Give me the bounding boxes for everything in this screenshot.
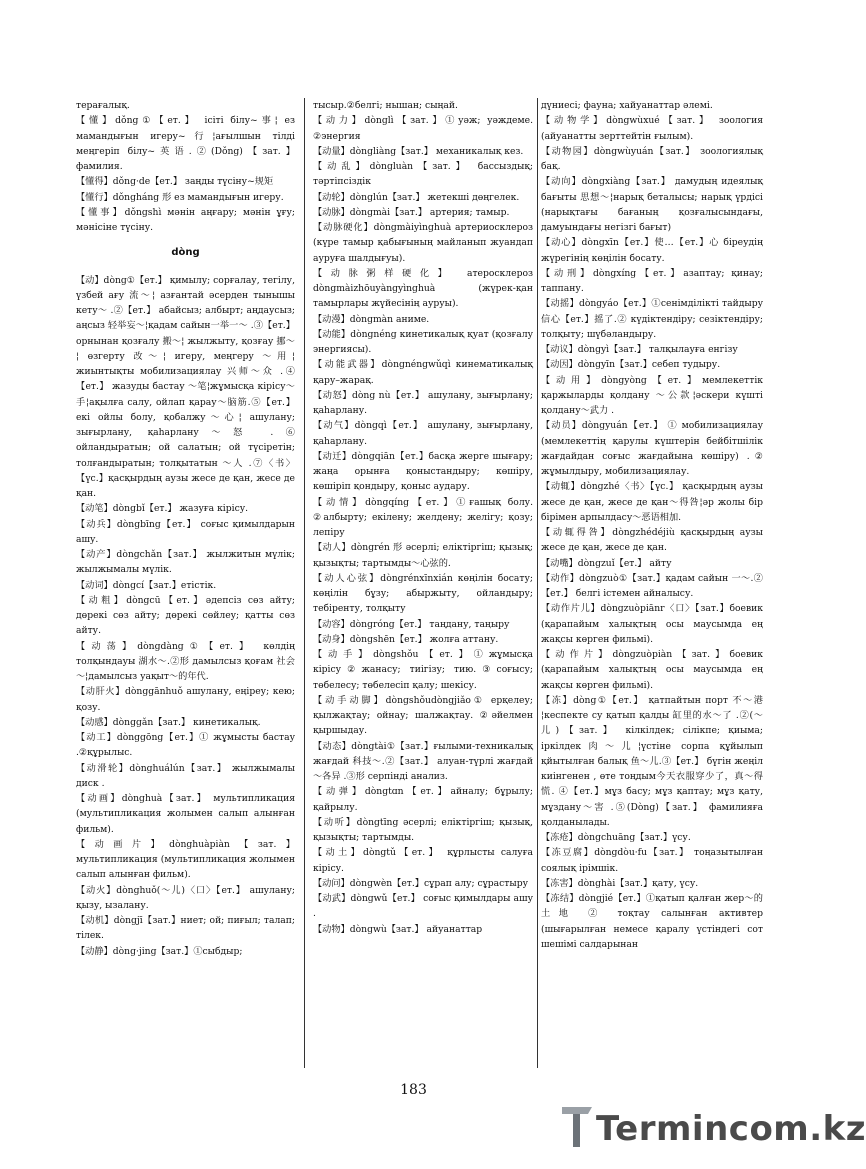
dictionary-entry: 【懂】dǒng①【ет.】 ісіті білу~事¦ ез мамандығын игеру~行¦ағылшын тілді меңгеріп білу~英语.②(Dǒng)【зат.】 фамилия. xyxy=(76,115,295,172)
dictionary-entry: 【动议】dòngyì【зат.】 талқылауға енгізу xyxy=(541,344,738,355)
dictionary-entry: 【动词】dòngcí【зат.】етістік. xyxy=(76,579,217,591)
dictionary-column-1 xyxy=(76,98,295,1068)
section-heading: dòng xyxy=(171,247,200,259)
dictionary-column-3 xyxy=(541,98,763,1068)
dictionary-entry: 【动感】dònggǎn【зат.】 кинетикалық. xyxy=(76,716,261,728)
termincom-logo xyxy=(560,1105,866,1153)
dictionary-entry: 【动员】dòngyuán【ет.】 ① мобилизациялау (мемлекеттің қарулы күштерін бейбітшілік жағдайдан соғыс жағдайына көшіру) .② жұмылдыру, мобилизациялау. xyxy=(541,420,763,477)
dictionary-entry: 【动机】dòngjī【зат.】ниет; ой; пиғыл; талап; тілек. xyxy=(76,915,295,942)
dictionary-entry: 【动容】dòngróng【ет.】 таңдану, таңыру xyxy=(313,618,510,630)
dictionary-entry: 【动工】dònggōng【ет.】① жұмысты бастау .②құрылыс. xyxy=(76,732,295,759)
dictionary-entry: 【动怒】dòng nù【ет.】 ашулану, зығырлану; қаһарлану. xyxy=(313,389,533,416)
dictionary-entry: 【动画片】dònghuàpiàn【зат.】 мультипликация (мультипликация жолымен салып алынған фильм). xyxy=(76,838,295,881)
dictionary-entry: 【动物】dòngwù【зат.】 айуанаттар xyxy=(313,923,483,935)
dictionary-entry: 【动因】dòngyīn【зат.】себеп тудыру. xyxy=(541,359,721,371)
logo-t-icon xyxy=(560,1105,594,1149)
dictionary-entry: 【动能武器】dòngnéngwǔqì кинематикалық қару–жарақ. xyxy=(313,359,533,386)
dictionary-entry: 【动轮】dònglún【зат.】 жетекші дөңгелек. xyxy=(313,191,520,203)
dictionary-entry: 【冻害】dònghài【зат.】қату, үсу. xyxy=(541,877,699,889)
dictionary-column-2 xyxy=(313,98,533,1068)
dictionary-entry: 【冻结】dòngjié【ет.】①қатып қалған жер～的土地 ② тоқтау салынған активтер (шығарылған немесе қаралу үстіндегі сот шешімі салдарынан xyxy=(541,893,763,950)
logo-text: Termincom.kz xyxy=(596,1109,866,1149)
dictionary-entry: 【动心】dòngxīn【ет.】使…【ет.】心 біреудің жүрегінің көңілін босату. xyxy=(541,237,763,264)
dictionary-entry: 【动力】dònglì【зат.】①уәж; уәждеме. ②энергия xyxy=(313,115,533,142)
dictionary-entry: 【动粗】dòngcū【ет.】әдепсіз сөз айту; дөрекі сөз айту; дөрекі сөйлеу; қатты сөз айту. xyxy=(76,594,295,637)
dictionary-entry: 【动武】dòngwǔ【ет.】 соғыс қимылдары ашу . xyxy=(313,893,533,920)
dictionary-entry: 【懂事】dǒngshì мәнін аңғару; мәнін ұғу; мәнісіне түсіну. xyxy=(76,206,295,233)
dictionary-entry: дүниесі; фауна; хайуанаттар әлемі. xyxy=(541,100,713,111)
dictionary-entry: 【动火】dònghuǒ(～儿)〈口〉【ет.】 ашулану; қызу, ызалану. xyxy=(76,884,295,911)
dictionary-entry: 【动】dòng①【ет.】 қимылу; сорғалау, тегілу, үзбей ағу 流～¦ азғантай әсерден тынышы кету～ .②【ет.】 абайсыз; албырт; аңдаусыз; аңсыз 轻举妄～¦қадам сайын一举一～ .③【ет.】 орнынан қозғалу 搬～¦ жылжыту, қозғау 挪～¦ өзгерту 改～¦ игеру, меңгеру ～用¦ жиынтықты мобилизациялау 兴师～众 .④【ет.】 жазуды бастау ～笔¦жұмысқа кірісу～手¦ақылға салу, ойлап қарау～脑筋.⑤【ет.】екі ойлы болу, қобалжу～心¦ ашулану; зығырлану, қаһарлану～怒 .⑥ ойландыратын; ой салатын; ой түсіретін; толғандыратын; толқытатын ～人 .⑦〈书〉【үс.】қасқырдың аузы жесе де қан, жесе де қан. xyxy=(76,274,295,499)
dictionary-entry: 【动作片】dòngzuòpiàn【зат.】боевик (қарапайым халықтың осы маусымда ең жақсы көрген фильмі). xyxy=(541,649,763,691)
dictionary-entry: 【冻疮】dòngchuāng【зат.】үсу. xyxy=(541,832,691,843)
dictionary-entry: 【动脉硬化】dòngmàiyìnghuà артериосклероз (күре тамыр қабығының майланып жуандап ауруға шалдығуы). xyxy=(313,222,533,264)
dictionary-entry: 【动向】dòngxiàng【зат.】 дамудың идеялық бағыты 思想～¦нарық беталысы; нарық үрдісі (нарықтағы бағаның қозғалысындағы, дамуындағы негізгі бағыт) xyxy=(541,176,763,233)
page-number: 183 xyxy=(400,1082,427,1098)
dictionary-entry: 【动物园】dòngwùyuán【зат.】 зоологиялық бақ. xyxy=(541,145,763,172)
dictionary-entry: 【动迁】dòngqiān【ет.】басқа жерге шығару; жаңа орынға қоныстандыру; көшіру, көшіріп қондыру, қоныс аудару. xyxy=(313,450,533,493)
dictionary-entry: 【动用】dòngyòng【ет.】мемлекеттік қаржыларды қолдану ～公款¦әскери күшті қолдану～武力 . xyxy=(541,374,763,416)
dictionary-entry: 【懂得】dǒng·de【ет.】 заңды түсіну~规矩 xyxy=(76,176,274,188)
dictionary-entry: 【动情】dòngqíng【ет.】①ғашық болу. ②албырту; екілену; желдену; желігу; қозу; лепіру xyxy=(313,496,533,538)
dictionary-entry: 【动手动脚】dòngshǒudòngjiǎo① ерқелеу; қылжақтау; ойнау; шалжақтау. ②әйелмен қыршыдау. xyxy=(313,694,533,737)
dictionary-entry: 【动荡】dòngdàng①【ет.】 көлдің толқындауы 湖水～.②形 дамылсыз қоғам 社会～¦дамылсыз уақыт～的年代. xyxy=(76,640,295,682)
column-divider xyxy=(304,98,305,1068)
dictionary-entry: 【动身】dòngshēn【ет.】 жолға аттану. xyxy=(313,633,499,645)
dictionary-entry: 【动手】dòngshǒu【ет.】①жұмысқа кірісу②жанасу; тиігізу; тию.③соғысу; төбелесу; төбелесіп қалу; шекісу. xyxy=(313,649,533,691)
dictionary-entry: 【动画】dònghuà【зат.】 мультипликация (мультипликация жолымен салып алынған фильм). xyxy=(76,793,295,835)
dictionary-entry: 【动人心弦】dòngrénxīnxián көңілін босату; көңілін бұзу; абыржыту, ойландыру; тебіренту, толқыту xyxy=(313,572,533,615)
dictionary-entry: 【动脉粥样硬化】 атеросклероз dòngmàizhōuyàngyìnghuà (жүрек-қан тамырлары жүйесінің ауруы). xyxy=(313,267,533,310)
dictionary-entry: 【冻】dòng①【ет.】 қатпайтын порт 不～港¦кеспекте су қатып қалды 缸里的水～了 .②(～儿)【зат.】 кілкілдек; сілікпе; қиыма; іркілдек肉～儿¦үстіне сорпа құйылып қйытылған балық 鱼～儿.③【ет.】 бүгін жеңіл киінгенен , өте тоңдым今天衣服穿少了，真～得慌. ④【ет.】мұз басу; мұз қаптау; мұз қату, мұздану～害 .⑤(Dòng)【зат.】 фамилияға қолданылады. xyxy=(541,694,763,828)
dictionary-entry: 【动态】dòngtài①【зат.】ғылыми-техникалық жағдай 科技～.②【зат.】 алуан-түрлі жағдай ～各异 .③形 серпінді анализ. xyxy=(313,740,533,782)
dictionary-entry: 【动听】dòngtīng әсерлі; еліктіргіш; қызық, қызықты; тартымды. xyxy=(313,816,533,843)
dictionary-entry: 【动辄】dòngzhé〈书〉【үс.】 қасқырдың аузы жесе де қан, жесе де қан～得咎¦әр жолы бір бірімен арпылдасу～恶语相加. xyxy=(541,481,763,523)
dictionary-entry: 【动人】dòngrén 形 әсерлі; еліктіргіш; қызық; қызықты; тартымды～心弦的. xyxy=(313,542,533,569)
dictionary-entry: тысыр.②белгі; нышан; сыңай. xyxy=(313,100,458,111)
dictionary-entry: 【动兵】dòngbīng【ет.】 соғыс қимылдарын ашу. xyxy=(76,518,295,545)
dictionary-entry: 【动弹】dòngtɑn【ет.】айналу; бұрылу; қайрылу. xyxy=(313,786,533,813)
dictionary-entry: 【动气】dòngqì【ет.】 ашулану, зығырлану, қаһарлану. xyxy=(313,420,533,447)
dictionary-entry: 【动肝火】dònggānhuǒ ашулану, еңіреу; кею; қозу. xyxy=(76,686,295,713)
dictionary-entry: 【动作】dòngzuò①【зат.】қадам сайын 一～.②【ет.】 белгі істемен айналысу. xyxy=(541,572,763,599)
dictionary-entry: терағалық. xyxy=(76,100,130,111)
dictionary-entry: 【动问】dòngwèn【ет.】сұрап алу; сұрастыру xyxy=(313,877,528,889)
dictionary-entry: 【懂行】dǒngháng 形 ез мамандығын игеру. xyxy=(76,191,284,203)
dictionary-entry: 【动摇】dòngyáo【ет.】①сенімділікті тайдыру 信心【ет.】摇了.② күдіктендіру; сезіктендіру; толқыту; шүбәландыру. xyxy=(541,298,763,340)
dictionary-entry: 【冻豆腐】dòngdòu·fu【зат.】 тоңазытылған соялық ірімшік. xyxy=(541,847,763,874)
dictionary-entry: 【动量】dòngliàng【зат.】 механикалық кез. xyxy=(313,145,524,157)
dictionary-entry: 【动辄得咎】dòngzhédéjiù қасқырдың аузы жесе де қан, жесе де қан. xyxy=(541,527,763,554)
dictionary-entry: 【动笔】dòngbǐ【ет.】 жазуға кірісу. xyxy=(76,503,249,515)
dictionary-entry: 【动乱】dòngluàn【зат.】 бассыздық; тәртіпсіздік xyxy=(313,161,533,188)
dictionary-entry: 【动静】dòng·jing【зат.】①сыбдыр; xyxy=(76,945,243,957)
dictionary-entry: 【动嘴】dòngzuǐ【ет.】 айту xyxy=(541,557,672,569)
dictionary-entry: 【动脉】dòngmài【зат.】 артерия; тамыр. xyxy=(313,206,510,218)
dictionary-entry: 【动漫】dòngmàn аниме. xyxy=(313,313,430,325)
dictionary-entry: 【动刑】dòngxíng【ет.】азаптау; қинау; таппану. xyxy=(541,267,763,294)
dictionary-entry: 【动作片儿】dòngzuòpiānr〈口〉【зат.】боевик (қарапайым халықтың осы маусымда ең жақсы көрген фильмі). xyxy=(541,603,763,645)
dictionary-entry: 【动滑轮】dònghuálún【зат.】 жылжымалы диск . xyxy=(76,762,295,789)
dictionary-entry: 【动产】dòngchǎn【зат.】 жылжитын мүлік; жылжымалы мүлік. xyxy=(76,549,295,576)
dictionary-entry: 【动物学】dòngwùxué【зат.】 зоология (айуанатты зерттейтін ғылым). xyxy=(541,115,763,142)
dictionary-entry: 【动土】dòngtǔ【ет.】 құрлысты салуға кірісу. xyxy=(313,847,533,874)
dictionary-entry: 【动能】dòngnéng кинетикалық қуат (қозғалу энергиясы). xyxy=(313,328,533,355)
column-divider xyxy=(537,98,538,1068)
